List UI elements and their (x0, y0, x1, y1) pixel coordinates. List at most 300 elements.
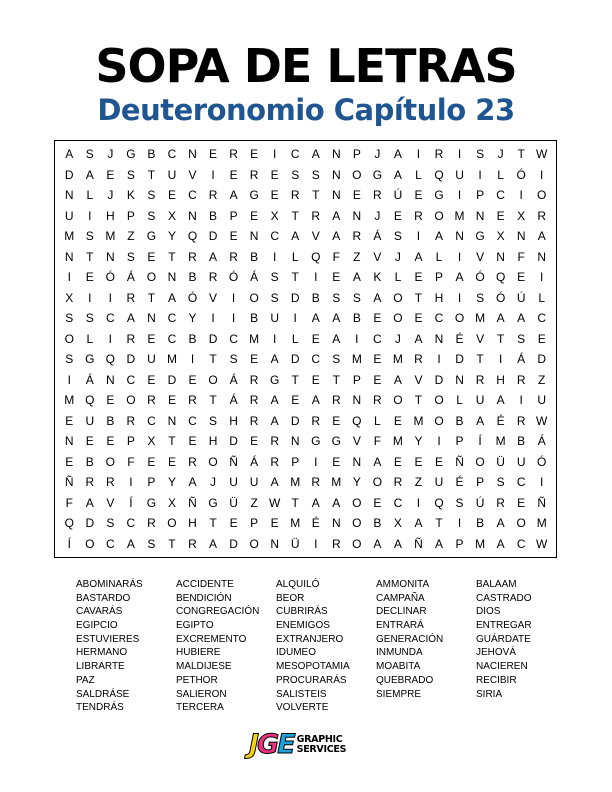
word-list-item: HERMANO (76, 647, 128, 659)
grid-cell: Q (64, 516, 74, 531)
grid-cell: P (250, 516, 259, 531)
grid-cell: V (311, 229, 320, 244)
grid-cell: W (536, 536, 548, 551)
grid-cell: M (166, 352, 177, 367)
grid-cell: Ó (475, 270, 485, 285)
grid-cell: N (331, 167, 341, 182)
grid-cell: M (475, 536, 486, 551)
grid-cell: B (147, 147, 156, 162)
grid-cell: H (208, 434, 218, 449)
grid-cell: Q (434, 495, 444, 510)
grid-cell: C (537, 311, 547, 326)
word-list-item: DECLINAR (376, 606, 427, 618)
grid-cell: G (249, 188, 259, 203)
word-list-item: GUÁRDATE (476, 633, 531, 645)
grid-cell: E (352, 188, 361, 203)
grid-cell: O (146, 270, 157, 285)
grid-cell: M (475, 311, 486, 326)
logo-letter-e: E (277, 729, 294, 760)
grid-cell: T (332, 372, 340, 387)
grid-cell: A (291, 229, 300, 244)
word-list-item: CONGREGACIÓN (176, 606, 260, 618)
grid-cell: Ü (229, 495, 238, 510)
grid-cell: A (270, 352, 279, 367)
word-list-item (476, 701, 576, 715)
grid-cell: A (373, 454, 382, 469)
grid-cell: T (147, 290, 156, 305)
grid-cell: Z (414, 475, 423, 490)
grid-cell: P (291, 454, 300, 469)
grid-cell: N (475, 208, 485, 223)
grid-cell: N (352, 208, 362, 223)
grid-cell: D (208, 229, 218, 244)
grid-cell: A (455, 270, 464, 285)
grid-cell: D (290, 352, 300, 367)
word-list-item: BEOR (276, 592, 305, 604)
grid-cell: N (106, 372, 115, 387)
grid-cell: F (517, 249, 525, 264)
grid-cell: O (85, 536, 95, 551)
grid-cell: N (167, 270, 177, 285)
grid-cell: A (311, 147, 320, 162)
grid-cell: Ñ (64, 475, 74, 490)
word-list-item: AMMONITA (376, 579, 430, 590)
grid-cell: P (476, 475, 485, 490)
word-list-item: ENTRARÁ (376, 620, 424, 632)
grid-cell: R (147, 393, 156, 408)
word-list-item: DIOS (476, 606, 501, 618)
grid-cell: R (414, 352, 423, 367)
grid-cell: G (372, 167, 383, 182)
letter-grid (54, 140, 557, 558)
grid-cell: E (147, 372, 156, 387)
grid-cell: U (516, 454, 526, 469)
grid-cell: R (85, 475, 95, 490)
grid-cell: C (147, 413, 156, 428)
grid-cell: E (188, 372, 197, 387)
grid-cell: A (435, 536, 444, 551)
grid-cell: I (457, 290, 462, 305)
grid-cell: E (393, 208, 402, 223)
grid-cell: P (455, 536, 464, 551)
grid-cell: B (188, 331, 197, 346)
grid-cell: A (393, 536, 402, 551)
word-list-item: ABOMINARÁS (76, 579, 143, 590)
word-list-item: ENTREGAR (476, 620, 532, 632)
grid-cell: R (373, 393, 382, 408)
word-list-item: CASTRADO (476, 592, 532, 604)
grid-cell: R (434, 147, 444, 162)
grid-cell: C (126, 372, 136, 387)
grid-cell: A (65, 147, 74, 162)
grid-cell: R (188, 536, 197, 551)
grid-cell: É (455, 331, 464, 346)
grid-cell: R (270, 454, 280, 469)
grid-cell: A (311, 393, 320, 408)
logo-mark (249, 730, 294, 760)
grid-cell: I (231, 311, 236, 326)
grid-cell: E (414, 454, 423, 469)
grid-cell: Q (352, 413, 362, 428)
grid-cell: R (249, 393, 259, 408)
grid-cell: A (332, 229, 341, 244)
word-list-item: RECIBIR (476, 674, 517, 686)
grid-cell: E (65, 413, 74, 428)
word-list-item: SALDRÁSE (76, 688, 130, 700)
grid-cell: V (414, 372, 423, 387)
grid-cell: U (85, 413, 95, 428)
word-list-item: ESTUVIERES (76, 633, 140, 645)
grid-cell: S (106, 516, 115, 531)
grid-cell: A (373, 290, 382, 305)
grid-cell: G (475, 229, 485, 244)
grid-cell: E (393, 454, 402, 469)
grid-cell: P (352, 147, 361, 162)
grid-cell: R (311, 413, 321, 428)
grid-cell: T (312, 188, 320, 203)
grid-cell: I (273, 147, 277, 162)
grid-cell: S (85, 147, 94, 162)
word-list-item: PAZ (76, 674, 95, 686)
grid-cell: R (475, 372, 485, 387)
grid-cell: N (147, 311, 156, 326)
grid-cell: T (209, 393, 217, 408)
grid-cell: D (126, 352, 136, 367)
grid-cell: E (517, 495, 526, 510)
grid-cell: I (437, 352, 441, 367)
grid-cell: R (496, 495, 505, 510)
grid-cell: R (393, 475, 403, 490)
grid-cell: B (209, 208, 218, 223)
word-list-item: HUBIERE (176, 647, 221, 659)
grid-cell: J (394, 249, 401, 264)
grid-cell: A (126, 311, 135, 326)
grid-cell: E (250, 147, 259, 162)
grid-cell: W (536, 147, 548, 162)
grid-cell: O (393, 290, 403, 305)
grid-cell: A (270, 413, 279, 428)
grid-cell: A (209, 536, 218, 551)
grid-cell: E (373, 352, 382, 367)
grid-cell: U (249, 475, 259, 490)
grid-cell: C (270, 229, 280, 244)
grid-cell: E (106, 434, 115, 449)
grid-cell: G (331, 434, 341, 449)
grid-cell: Ü (496, 454, 505, 469)
grid-cell: R (249, 372, 259, 387)
grid-cell: F (373, 434, 382, 449)
grid-cell: N (188, 147, 197, 162)
grid-cell: E (188, 434, 197, 449)
grid-cell: E (270, 516, 279, 531)
grid-cell: R (106, 475, 115, 490)
grid-cell: E (393, 413, 402, 428)
grid-cell: I (231, 290, 236, 305)
grid-cell: O (516, 516, 526, 531)
grid-cell: R (516, 413, 526, 428)
grid-cell: D (455, 352, 464, 367)
grid-cell: C (167, 147, 177, 162)
grid-cell: S (65, 311, 74, 326)
grid-cell: Ñ (414, 536, 423, 551)
grid-cell: T (168, 536, 176, 551)
grid-cell: N (455, 229, 464, 244)
grid-cell: A (311, 495, 320, 510)
grid-cell: Ó (537, 454, 547, 469)
grid-cell: Y (188, 311, 197, 326)
grid-cell: I (108, 290, 113, 305)
grid-cell: C (516, 536, 526, 551)
grid-cell: X (393, 516, 402, 531)
grid-cell: G (208, 495, 218, 510)
grid-cell: S (85, 311, 94, 326)
word-list-item (376, 701, 476, 715)
grid-cell: C (167, 331, 177, 346)
grid-cell: A (414, 516, 423, 531)
grid-cell: R (249, 413, 259, 428)
word-list-item: BENDICIÓN (176, 592, 232, 604)
word-list-item: MALDIJESE (176, 661, 232, 673)
grid-cell: M (105, 229, 116, 244)
grid-cell: M (249, 331, 260, 346)
grid-cell: J (374, 208, 381, 223)
grid-cell: K (126, 188, 135, 203)
grid-cell: A (517, 311, 526, 326)
grid-cell: É (311, 516, 320, 531)
grid-cell: E (106, 393, 115, 408)
grid-cell: J (107, 147, 114, 162)
grid-cell: Ó (495, 290, 506, 305)
grid-cell: N (537, 249, 547, 264)
grid-cell: I (457, 188, 462, 203)
grid-cell: Z (250, 495, 258, 510)
word-list-item: ENEMIGOS (276, 620, 330, 632)
grid-cell: R (270, 434, 280, 449)
grid-cell: C (167, 311, 177, 326)
grid-cell: N (496, 249, 505, 264)
grid-cell: E (147, 454, 156, 469)
grid-cell: C (393, 495, 403, 510)
grid-cell: E (167, 393, 176, 408)
grid-cell: I (540, 270, 544, 285)
grid-cell: E (311, 372, 320, 387)
grid-cell: H (496, 372, 505, 387)
grid-cell: Á (229, 393, 238, 408)
grid-cell: Ó (105, 270, 116, 285)
grid-cell: S (126, 167, 135, 182)
grid-cell: T (414, 290, 423, 305)
grid-cell: V (476, 249, 485, 264)
grid-cell: U (455, 167, 464, 182)
word-list-item: IDUMEO (276, 647, 316, 659)
grid-cell: A (85, 167, 94, 182)
grid-cell: D (290, 290, 300, 305)
grid-cell: I (108, 331, 113, 346)
grid-cell: A (352, 270, 361, 285)
grid-cell: A (496, 536, 505, 551)
grid-cell: O (105, 454, 116, 469)
grid-cell: H (229, 413, 238, 428)
grid-cell: L (374, 413, 381, 428)
grid-cell: X (270, 208, 279, 223)
grid-cell: I (314, 536, 318, 551)
word-list-item: NACIEREN (476, 661, 528, 673)
grid-cell: Á (373, 229, 382, 244)
grid-cell: C (434, 311, 444, 326)
grid-cell: R (516, 372, 526, 387)
word-list-item: CAVARÁS (76, 606, 123, 618)
grid-cell: T (291, 372, 299, 387)
grid-cell: Ñ (188, 495, 197, 510)
grid-cell: B (476, 516, 485, 531)
grid-cell: B (188, 270, 197, 285)
grid-cell: N (188, 208, 197, 223)
grid-cell: T (147, 167, 156, 182)
grid-cell: A (311, 311, 320, 326)
page-subtitle: Deuteronomio Capítulo 23 (97, 93, 515, 127)
grid-cell: M (495, 434, 506, 449)
grid-cell: I (190, 352, 195, 367)
grid-cell: M (454, 208, 465, 223)
grid-cell: R (311, 475, 321, 490)
grid-cell: L (435, 249, 443, 264)
grid-cell: C (290, 147, 300, 162)
grid-cell: U (537, 393, 547, 408)
grid-cell: E (270, 188, 279, 203)
grid-cell: X (167, 495, 176, 510)
grid-cell: O (393, 311, 403, 326)
word-list-item: SALISTEIS (276, 688, 327, 700)
grid-cell: L (456, 393, 463, 408)
grid-cell: E (65, 454, 74, 469)
grid-cell: R (126, 331, 136, 346)
grid-cell: Ñ (229, 454, 238, 469)
grid-cell: A (476, 413, 485, 428)
grid-cell: E (250, 434, 259, 449)
grid-cell: P (352, 372, 361, 387)
grid-cell: V (209, 290, 218, 305)
grid-cell: F (65, 495, 73, 510)
grid-cell: T (209, 352, 217, 367)
grid-cell: M (351, 352, 362, 367)
grid-cell: A (373, 536, 382, 551)
grid-cell: U (147, 352, 156, 367)
grid-cell: B (85, 454, 94, 469)
grid-cell: T (476, 352, 484, 367)
grid-cell: A (332, 208, 341, 223)
grid-cell: E (167, 454, 176, 469)
grid-cell: Á (537, 434, 546, 449)
grid-cell: V (106, 495, 115, 510)
grid-cell: W (536, 413, 548, 428)
grid-cell: S (332, 352, 341, 367)
grid-cell: E (250, 352, 259, 367)
grid-cell: E (85, 270, 94, 285)
grid-cell: C (229, 331, 238, 346)
grid-cell: S (332, 290, 341, 305)
grid-cell: O (208, 372, 218, 387)
word-list-item: MESOPOTAMIA (276, 661, 350, 673)
grid-cell: R (331, 536, 341, 551)
grid-cell: N (64, 249, 74, 264)
grid-cell: N (331, 147, 341, 162)
grid-cell: I (67, 372, 71, 387)
grid-cell: I (273, 249, 277, 264)
grid-cell: Q (105, 352, 116, 367)
grid-cell: I (457, 516, 462, 531)
grid-cell: G (311, 434, 321, 449)
grid-cell: I (416, 495, 421, 510)
grid-cell: U (229, 475, 238, 490)
grid-cell: L (538, 290, 546, 305)
word-list-item: SALIERON (176, 688, 227, 700)
grid-cell: P (229, 208, 238, 223)
grid-cell: H (434, 290, 444, 305)
grid-cell: S (270, 290, 279, 305)
grid-cell: E (229, 167, 238, 182)
grid-cell: O (167, 516, 177, 531)
logo-letter-g: G (257, 729, 278, 760)
grid-cell: I (437, 434, 441, 449)
grid-cell: Z (353, 249, 361, 264)
grid-cell: L (86, 188, 94, 203)
grid-cell: C (126, 516, 136, 531)
grid-cell: G (270, 372, 280, 387)
grid-cell: O (352, 495, 362, 510)
grid-cell: A (496, 393, 505, 408)
grid-cell: I (88, 290, 92, 305)
grid-cell: N (64, 434, 74, 449)
grid-cell: M (290, 516, 301, 531)
grid-cell: E (496, 208, 505, 223)
grid-cell: D (85, 516, 95, 531)
grid-cell: R (229, 249, 238, 264)
grid-cell: S (147, 536, 156, 551)
grid-cell: X (517, 208, 526, 223)
grid-cell: S (311, 167, 320, 182)
grid-cell: U (270, 311, 280, 326)
grid-cell: D (229, 536, 238, 551)
grid-cell: D (208, 331, 218, 346)
grid-cell: I (314, 270, 318, 285)
grid-cell: O (434, 208, 444, 223)
grid-cell: H (106, 208, 115, 223)
grid-cell: Ú (475, 495, 485, 510)
grid-cell: N (290, 434, 300, 449)
grid-cell: E (291, 393, 300, 408)
grid-cell: R (311, 208, 321, 223)
grid-cell: R (373, 188, 382, 203)
grid-cell: G (85, 352, 95, 367)
grid-cell: Ó (228, 270, 239, 285)
word-list-item: SIRIA (476, 688, 503, 700)
word-list-item: ACCIDENTE (176, 579, 234, 590)
word-list-item: QUEBRADO (376, 674, 434, 686)
word-list-item: ALQUILÓ (276, 579, 320, 590)
grid-cell: G (146, 495, 157, 510)
grid-cell: Z (127, 229, 135, 244)
logo-text-line1: GRAPHIC (296, 734, 343, 745)
grid-cell: A (393, 372, 402, 387)
grid-cell: Í (129, 495, 133, 510)
grid-cell: K (373, 270, 382, 285)
grid-cell: Í (478, 434, 482, 449)
grid-cell: I (355, 331, 359, 346)
grid-cell: R (147, 516, 156, 531)
word-list-item: EGIPCIO (76, 620, 118, 632)
grid-cell: M (536, 516, 547, 531)
grid-cell: E (229, 516, 238, 531)
